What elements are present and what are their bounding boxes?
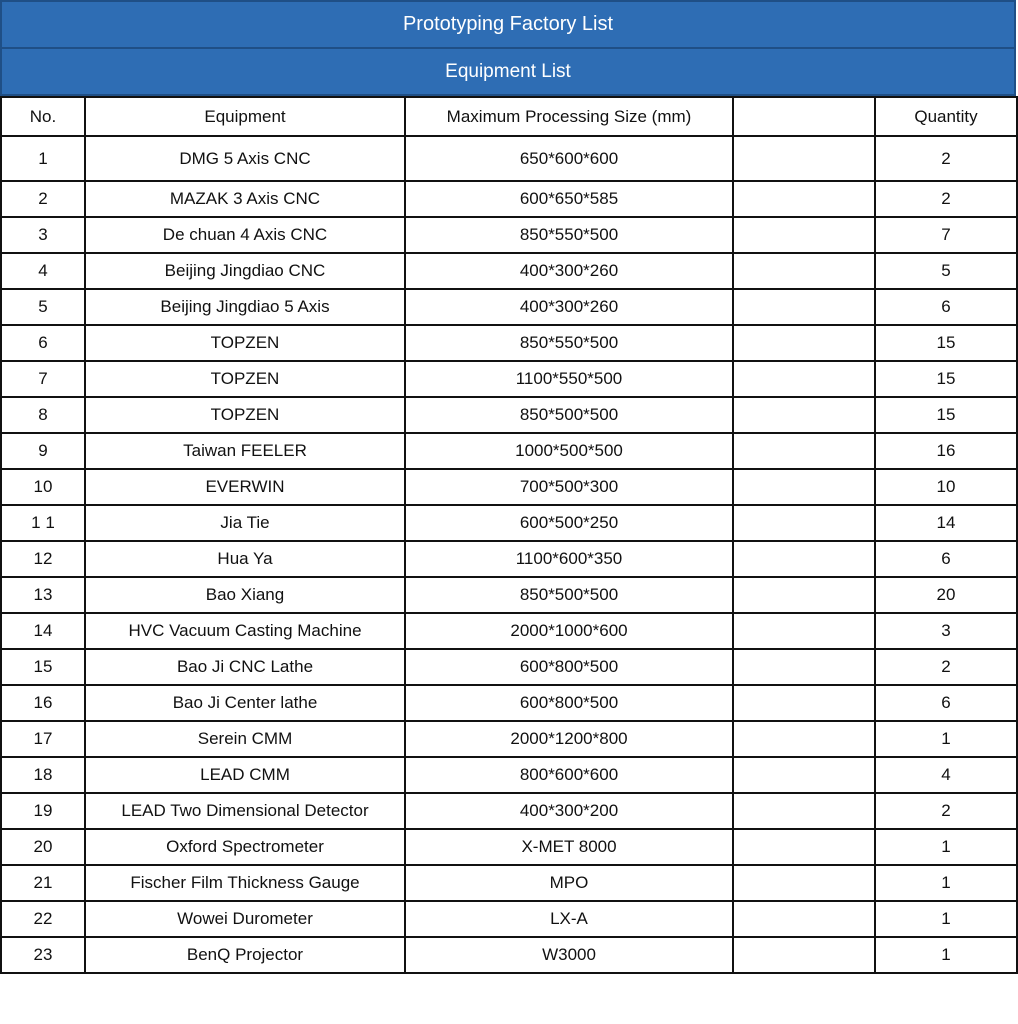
cell-no: 17 [1,721,85,757]
cell-no: 10 [1,469,85,505]
cell-size: 650*600*600 [405,136,733,181]
equipment-table [0,96,1018,974]
cell-quantity: 1 [875,937,1017,973]
cell-equipment: LEAD Two Dimensional Detector [85,793,405,829]
cell-equipment: TOPZEN [85,361,405,397]
cell-size: 800*600*600 [405,757,733,793]
cell-equipment: Bao Xiang [85,577,405,613]
table-row [1,253,1017,289]
cell-blank [733,253,875,289]
cell-no: 2 [1,181,85,217]
cell-blank [733,361,875,397]
cell-quantity: 15 [875,361,1017,397]
cell-blank [733,937,875,973]
cell-no: 22 [1,901,85,937]
cell-no: 18 [1,757,85,793]
cell-blank [733,685,875,721]
cell-no: 13 [1,577,85,613]
cell-no: 5 [1,289,85,325]
cell-size: 2000*1200*800 [405,721,733,757]
cell-size: 850*500*500 [405,397,733,433]
cell-no: 1 1 [1,505,85,541]
cell-no: 12 [1,541,85,577]
cell-size: X-MET 8000 [405,829,733,865]
table-row [1,793,1017,829]
cell-quantity: 6 [875,289,1017,325]
cell-equipment: TOPZEN [85,397,405,433]
cell-size: 700*500*300 [405,469,733,505]
header-equipment: Equipment [85,97,405,136]
cell-equipment: Serein CMM [85,721,405,757]
cell-blank [733,397,875,433]
table-row [1,721,1017,757]
cell-quantity: 2 [875,181,1017,217]
cell-no: 20 [1,829,85,865]
cell-size: 1100*600*350 [405,541,733,577]
cell-quantity: 1 [875,901,1017,937]
cell-size: 850*500*500 [405,577,733,613]
cell-size: 1000*500*500 [405,433,733,469]
cell-size: 600*650*585 [405,181,733,217]
cell-quantity: 1 [875,721,1017,757]
table-row [1,217,1017,253]
cell-blank [733,289,875,325]
table-subtitle: Equipment List [0,48,1016,96]
cell-size: LX-A [405,901,733,937]
cell-no: 4 [1,253,85,289]
cell-size: 600*800*500 [405,649,733,685]
cell-quantity: 1 [875,865,1017,901]
cell-equipment: Taiwan FEELER [85,433,405,469]
header-blank [733,97,875,136]
cell-equipment: HVC Vacuum Casting Machine [85,613,405,649]
header-no: No. [1,97,85,136]
cell-blank [733,865,875,901]
cell-blank [733,469,875,505]
cell-equipment: EVERWIN [85,469,405,505]
cell-quantity: 14 [875,505,1017,541]
page-title: Prototyping Factory List [0,0,1016,48]
table-row [1,829,1017,865]
cell-quantity: 10 [875,469,1017,505]
cell-equipment: Beijing Jingdiao CNC [85,253,405,289]
cell-equipment: Wowei Durometer [85,901,405,937]
cell-quantity: 20 [875,577,1017,613]
table-header-row [1,97,1017,136]
cell-size: 600*800*500 [405,685,733,721]
table-row [1,577,1017,613]
cell-no: 9 [1,433,85,469]
cell-quantity: 5 [875,253,1017,289]
cell-size: 1100*550*500 [405,361,733,397]
table-row [1,649,1017,685]
table-row [1,433,1017,469]
cell-blank [733,721,875,757]
cell-equipment: Oxford Spectrometer [85,829,405,865]
cell-equipment: Fischer Film Thickness Gauge [85,865,405,901]
table-row [1,361,1017,397]
cell-no: 6 [1,325,85,361]
cell-equipment: De chuan 4 Axis CNC [85,217,405,253]
cell-quantity: 6 [875,685,1017,721]
cell-equipment: Beijing Jingdiao 5 Axis [85,289,405,325]
cell-blank [733,181,875,217]
cell-no: 15 [1,649,85,685]
cell-size: 400*300*260 [405,289,733,325]
cell-equipment: Bao Ji CNC Lathe [85,649,405,685]
cell-equipment: MAZAK 3 Axis CNC [85,181,405,217]
cell-equipment: Jia Tie [85,505,405,541]
cell-equipment: Hua Ya [85,541,405,577]
table-row [1,181,1017,217]
cell-quantity: 2 [875,649,1017,685]
cell-no: 21 [1,865,85,901]
cell-blank [733,649,875,685]
table-row [1,901,1017,937]
cell-quantity: 4 [875,757,1017,793]
cell-blank [733,793,875,829]
cell-equipment: TOPZEN [85,325,405,361]
header-size: Maximum Processing Size (mm) [405,97,733,136]
table-row [1,397,1017,433]
cell-blank [733,901,875,937]
table-row [1,937,1017,973]
table-row [1,865,1017,901]
cell-size: 400*300*260 [405,253,733,289]
table-row [1,541,1017,577]
cell-quantity: 3 [875,613,1017,649]
table-row [1,505,1017,541]
header-quantity: Quantity [875,97,1017,136]
cell-blank [733,541,875,577]
cell-quantity: 2 [875,136,1017,181]
cell-no: 16 [1,685,85,721]
cell-blank [733,505,875,541]
cell-quantity: 7 [875,217,1017,253]
cell-blank [733,433,875,469]
cell-no: 7 [1,361,85,397]
cell-equipment: DMG 5 Axis CNC [85,136,405,181]
cell-quantity: 6 [875,541,1017,577]
cell-no: 3 [1,217,85,253]
cell-no: 1 [1,136,85,181]
cell-size: 400*300*200 [405,793,733,829]
cell-blank [733,613,875,649]
cell-size: 850*550*500 [405,325,733,361]
table-row [1,136,1017,181]
cell-blank [733,217,875,253]
cell-no: 8 [1,397,85,433]
cell-size: W3000 [405,937,733,973]
cell-size: 850*550*500 [405,217,733,253]
equipment-table-body [1,97,1017,973]
cell-size: 2000*1000*600 [405,613,733,649]
cell-blank [733,757,875,793]
cell-no: 14 [1,613,85,649]
cell-no: 19 [1,793,85,829]
table-row [1,757,1017,793]
cell-equipment: LEAD CMM [85,757,405,793]
cell-quantity: 15 [875,397,1017,433]
table-row [1,325,1017,361]
cell-size: MPO [405,865,733,901]
cell-equipment: BenQ Projector [85,937,405,973]
cell-no: 23 [1,937,85,973]
cell-blank [733,136,875,181]
cell-size: 600*500*250 [405,505,733,541]
cell-blank [733,577,875,613]
table-row [1,685,1017,721]
cell-blank [733,829,875,865]
cell-quantity: 2 [875,793,1017,829]
table-row [1,613,1017,649]
table-row [1,469,1017,505]
cell-quantity: 1 [875,829,1017,865]
cell-blank [733,325,875,361]
cell-quantity: 15 [875,325,1017,361]
table-row [1,289,1017,325]
cell-quantity: 16 [875,433,1017,469]
cell-equipment: Bao Ji Center lathe [85,685,405,721]
